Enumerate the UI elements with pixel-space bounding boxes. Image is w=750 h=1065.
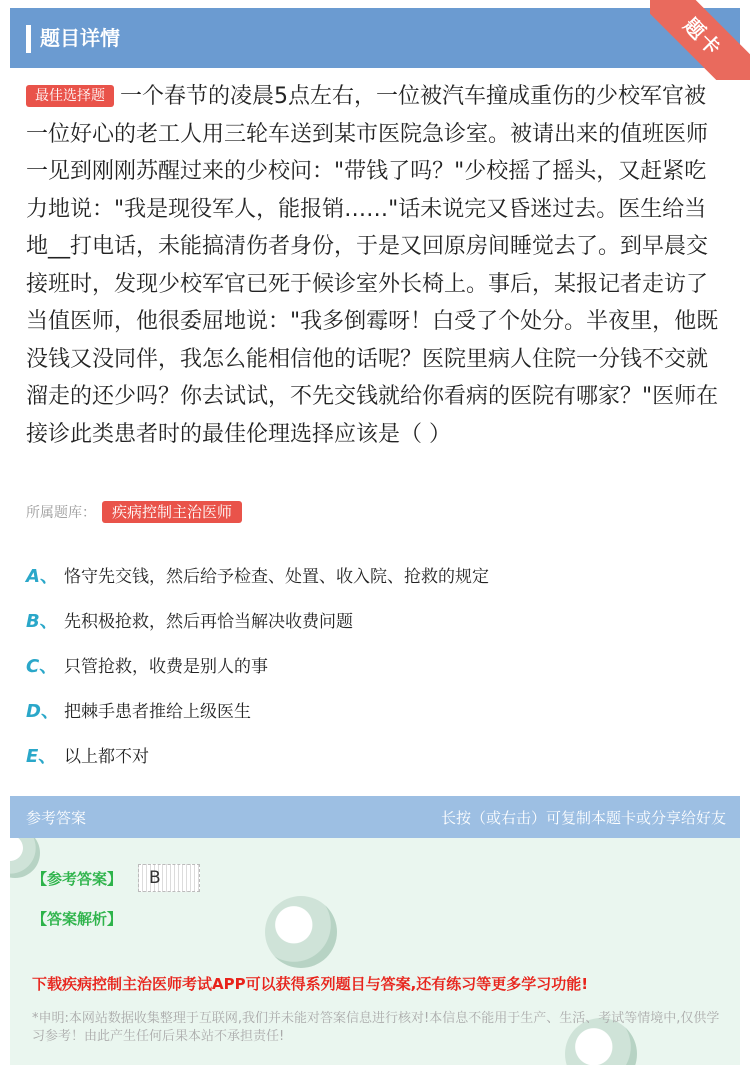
- answer-header-bar: [10, 796, 740, 838]
- option-text: 先积极抢救，然后再恰当解决收费问题: [64, 612, 353, 632]
- question-bank-tag[interactable]: 疾病控制主治医师: [102, 501, 242, 523]
- answer-panel: [10, 838, 740, 1065]
- option-letter: C、: [26, 655, 58, 677]
- question-bank: [26, 500, 242, 524]
- option-letter: E、: [26, 745, 57, 767]
- reference-answer-value: B: [138, 864, 200, 892]
- answer-analysis-label: 【答案解析】: [32, 910, 123, 928]
- reference-answer-label: 【参考答案】: [32, 870, 123, 888]
- corner-ribbon-label: 题卡: [650, 0, 750, 80]
- page-title: 题目详情: [40, 26, 120, 50]
- question-bank-label: 所属题库：: [26, 505, 96, 521]
- question-text: 一个春节的凌晨5点左右，一位被汽车撞成重伤的少校军官被一位好心的老工人用三轮车送到某市医院急诊室。被请出来的值班医师一见到刚刚苏醒过来的少校问："带钱了吗？"少校摇了摇头，又赶紧吃力地说："我是现役军人，能报销……"话未说完又昏迷过去。医生给当地__打电话，未能搞清伤者身份，于是又回原房间睡觉去了。到早晨交接班时，发现少校军官已死于候诊室外长椅上。事后，某报记者走访了当值医师，他很委屈地说："我多倒霉呀！白受了个处分。半夜里，他既没钱又没同伴，我怎么能相信他的话呢？医院里病人住院一分钱不交就溜走的还少吗？你去试试，不先交钱就给你看病的医院有哪家？"医师在接诊此类患者时的最佳伦理选择应该是（ ）: [26, 84, 719, 447]
- option-text: 以上都不对: [64, 747, 149, 767]
- watermark-logo: [265, 896, 337, 968]
- option-e[interactable]: [26, 732, 726, 777]
- question-body: [26, 78, 726, 453]
- option-text: 恪守先交钱，然后给予检查、处置、收入院、抢救的规定: [64, 567, 489, 587]
- page-header: [10, 8, 740, 68]
- option-letter: D、: [26, 700, 59, 722]
- option-text: 把棘手患者推给上级医生: [64, 702, 251, 722]
- disclaimer-text: *申明:本网站数据收集整理于互联网,我们并未能对答案信息进行核对!本信息不能用于生产、生活、考试等情境中,仅供学习参考！由此产生任何后果本站不承担责任!: [32, 1011, 720, 1044]
- option-letter: A、: [26, 565, 58, 587]
- option-letter: B、: [26, 610, 58, 632]
- option-a[interactable]: [26, 552, 726, 597]
- share-hint[interactable]: 长按（或右击）可复制本题卡或分享给好友: [440, 809, 726, 827]
- app-download-promo[interactable]: 下载疾病控制主治医师考试APP可以获得系列题目与答案,还有练习等更多学习功能!: [32, 975, 589, 993]
- header-accent-bar: [26, 25, 31, 53]
- options-list: [26, 552, 726, 777]
- option-d[interactable]: [26, 687, 726, 732]
- option-c[interactable]: [26, 642, 726, 687]
- answer-header-title: 参考答案: [26, 809, 87, 827]
- option-b[interactable]: [26, 597, 726, 642]
- question-type-badge: 最佳选择题: [26, 85, 114, 107]
- corner-ribbon: [650, 0, 750, 80]
- option-text: 只管抢救，收费是别人的事: [64, 657, 268, 677]
